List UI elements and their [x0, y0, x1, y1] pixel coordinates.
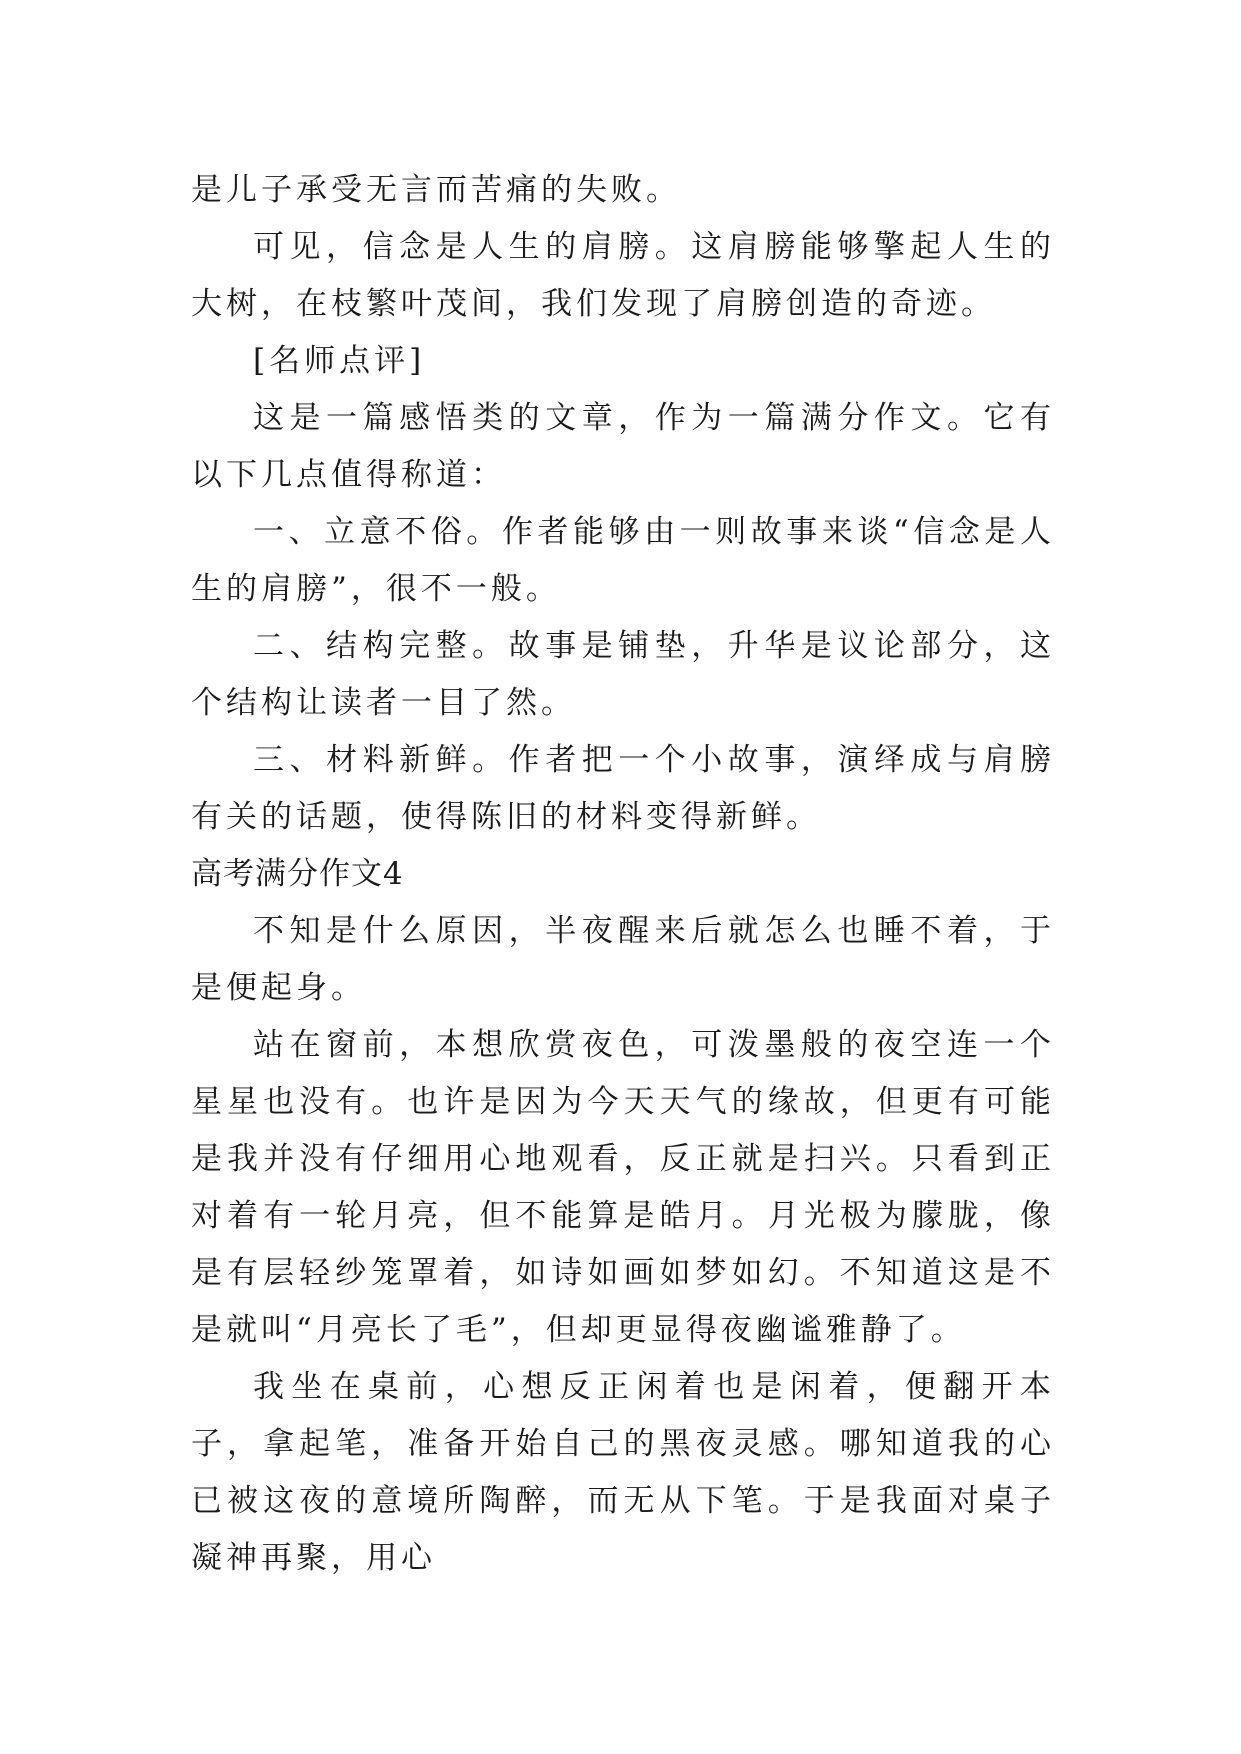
paragraph-continuation: 是儿子承受无言而苦痛的失败。	[191, 172, 681, 208]
paragraph-comment-point-2: 二、结构完整。故事是铺垫，升华是议论部分，这个结构让读者一目了然。	[191, 628, 1055, 721]
paragraph-comment-point-3: 三、材料新鲜。作者把一个小故事，演绎成与肩膀有关的话题，使得陈旧的材料变得新鲜。	[191, 742, 1055, 835]
paragraph-conclusion: 可见，信念是人生的肩膀。这肩膀能够擎起人生的大树，在枝繁叶茂间，我们发现了肩膀创造的奇迹。	[191, 229, 1055, 322]
document-body	[191, 162, 1055, 1587]
paragraph-comment-intro: 这是一篇感悟类的文章，作为一篇满分作文。它有以下几点值得称道：	[191, 400, 1055, 493]
paragraph-essay-1: 不知是什么原因，半夜醒来后就怎么也睡不着，于是便起身。	[191, 913, 1055, 1006]
paragraph-comment-point-1: 一、立意不俗。作者能够由一则故事来谈“信念是人生的肩膀”，很不一般。	[191, 514, 1055, 607]
section-label-teacher-comment: [名师点评]	[253, 343, 426, 379]
paragraph-essay-3: 我坐在桌前，心想反正闲着也是闲着，便翻开本子，拿起笔，准备开始自己的黑夜灵感。哪知道我的心已被这夜的意境所陶醉，而无从下笔。于是我面对桌子凝神再聚，用心	[191, 1369, 1055, 1576]
paragraph-essay-2: 站在窗前，本想欣赏夜色，可泼墨般的夜空连一个星星也没有。也许是因为今天天气的缘故，但更有可能是我并没有仔细用心地观看，反正就是扫兴。只看到正对着有一轮月亮，但不能算是皓月。月光极为朦胧，像是有层轻纱笼罩着，如诗如画如梦如幻。不知道这是不是就叫“月亮长了毛”，但却更显得夜幽谧雅静了。	[191, 1027, 1055, 1348]
essay-heading: 高考满分作文4	[191, 856, 404, 892]
